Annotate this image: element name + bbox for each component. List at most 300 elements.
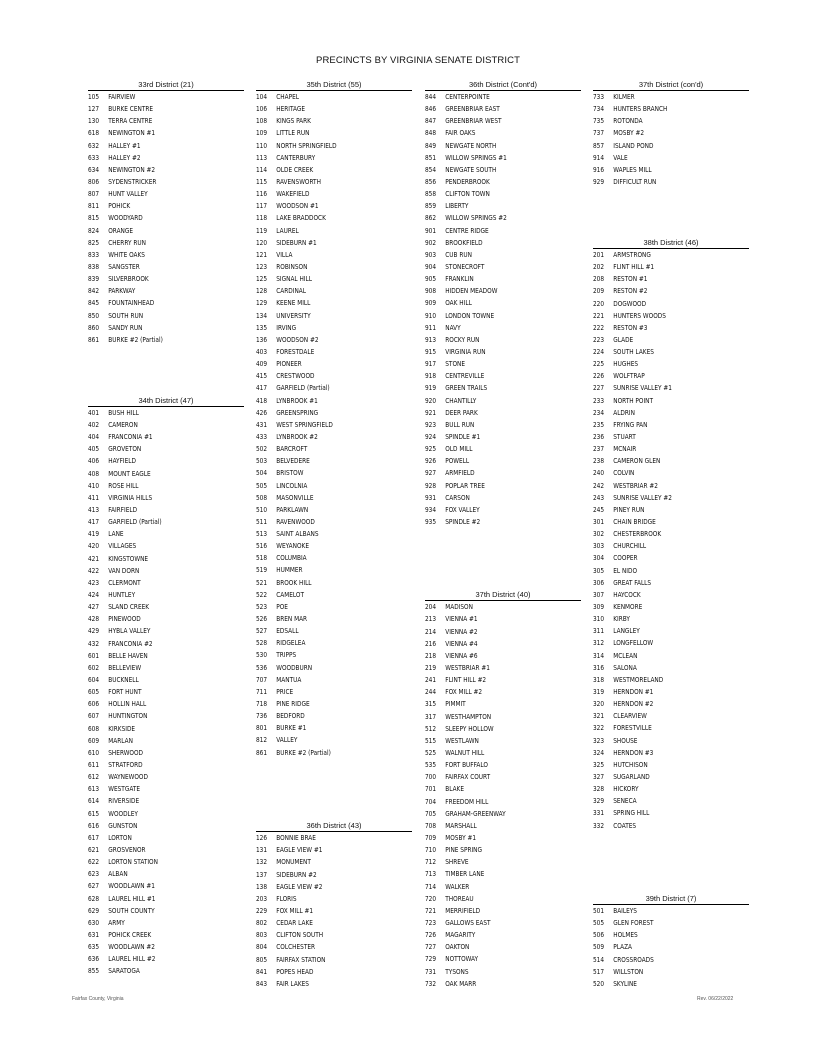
- precinct-number: 224: [593, 348, 605, 357]
- precinct-name: IRVING: [276, 323, 297, 332]
- precinct-name: FRANKLIN: [445, 275, 474, 284]
- precinct-number: 919: [425, 384, 437, 393]
- precinct-name: CAMERON: [108, 421, 138, 430]
- precinct-number: 417: [256, 384, 268, 393]
- precinct-row: [425, 613, 569, 625]
- precinct-number: 505: [593, 919, 605, 928]
- precinct-row: [425, 711, 569, 723]
- precinct-number: 607: [88, 712, 100, 721]
- precinct-number: 917: [425, 360, 437, 369]
- precinct-name: BROOKFIELD: [445, 238, 483, 247]
- precinct-number: 227: [593, 384, 605, 393]
- district-heading: 35th District (55): [256, 80, 412, 91]
- precinct-row: [256, 443, 400, 455]
- precinct-row: [593, 285, 737, 297]
- precinct-row: [425, 638, 569, 650]
- precinct-name: CLIFTON SOUTH: [276, 931, 324, 940]
- precinct-row: [88, 492, 232, 504]
- precinct-row: [593, 382, 737, 394]
- precinct-number: 408: [88, 469, 100, 478]
- precinct-name: CAMELOT: [276, 590, 305, 599]
- precinct-row: [593, 650, 737, 662]
- precinct-row: [256, 844, 400, 856]
- district-block: [593, 894, 749, 990]
- precinct-row: [88, 965, 232, 977]
- precinct-row: [593, 735, 737, 747]
- precinct-row: [593, 91, 737, 103]
- precinct-name: PIONEER: [276, 360, 302, 369]
- precinct-row: [256, 273, 400, 285]
- precinct-name: PARKLAWN: [276, 505, 309, 514]
- precinct-row: [88, 176, 232, 188]
- precinct-number: 323: [593, 736, 605, 745]
- precinct-row: [88, 674, 232, 686]
- precinct-number: 514: [593, 955, 605, 964]
- precinct-row: [593, 492, 737, 504]
- precinct-number: 860: [88, 323, 100, 332]
- precinct-number: 920: [425, 396, 437, 405]
- precinct-name: LINCOLNIA: [276, 481, 308, 490]
- precinct-name: STONE: [445, 360, 466, 369]
- precinct-number: 218: [425, 651, 437, 660]
- precinct-number: 708: [425, 821, 437, 830]
- precinct-name: WOODSON #1: [276, 202, 319, 211]
- precinct-name: GREEN TRAILS: [445, 384, 488, 393]
- precinct-number: 839: [88, 275, 100, 284]
- precinct-name: FOUNTAINHEAD: [108, 299, 155, 308]
- precinct-number: 847: [425, 117, 437, 126]
- precinct-number: 327: [593, 772, 605, 781]
- precinct-name: WILLOW SPRINGS #2: [445, 214, 507, 223]
- precinct-row: [88, 212, 232, 224]
- precinct-name: HUNTERS WOODS: [613, 311, 666, 320]
- district-heading: 37th District (40): [425, 590, 581, 601]
- precinct-number: 804: [256, 943, 268, 952]
- precinct-row: [593, 662, 737, 674]
- precinct-name: GLEN FOREST: [613, 919, 654, 928]
- precinct-name: SUNRISE VALLEY #1: [613, 384, 672, 393]
- precinct-row: [425, 176, 569, 188]
- precinct-name: BONNIE BRAE: [276, 834, 316, 843]
- footer-right: Rev. 06/22/2022: [697, 996, 734, 1002]
- precinct-number: 858: [425, 190, 437, 199]
- precinct-number: 736: [256, 712, 268, 721]
- precinct-row: [88, 723, 232, 735]
- precinct-number: 613: [88, 785, 100, 794]
- precinct-number: 846: [425, 105, 437, 114]
- precinct-number: 128: [256, 287, 268, 296]
- precinct-number: 237: [593, 445, 605, 454]
- precinct-number: 802: [256, 919, 268, 928]
- precinct-row: [593, 686, 737, 698]
- precinct-name: SARATOGA: [108, 967, 140, 976]
- precinct-name: FOX MILL #2: [445, 688, 483, 697]
- precinct-row: [256, 455, 400, 467]
- precinct-number: 301: [593, 518, 605, 527]
- precinct-row: [593, 516, 737, 528]
- precinct-name: CHESTERBROOK: [613, 530, 662, 539]
- precinct-name: ARMFIELD: [445, 469, 475, 478]
- precinct-row: [425, 249, 569, 261]
- precinct-name: VILLAGES: [108, 542, 137, 551]
- precinct-number: 807: [88, 190, 100, 199]
- precinct-number: 927: [425, 469, 437, 478]
- precinct-row: [256, 516, 400, 528]
- precinct-number: 505: [256, 481, 268, 490]
- precinct-row: [256, 589, 400, 601]
- precinct-row: [425, 310, 569, 322]
- precinct-name: ORANGE: [108, 226, 134, 235]
- precinct-name: MONUMENT: [276, 858, 311, 867]
- precinct-row: [425, 346, 569, 358]
- precinct-row: [425, 115, 569, 127]
- precinct-name: NORTH SPRINGFIELD: [276, 141, 337, 150]
- precinct-name: SHERWOOD: [108, 748, 144, 757]
- precinct-number: 707: [256, 675, 268, 684]
- precinct-row: [88, 589, 232, 601]
- district-block: [256, 821, 412, 990]
- precinct-number: 328: [593, 785, 605, 794]
- precinct-row: [256, 674, 400, 686]
- precinct-name: HERITAGE: [276, 105, 306, 114]
- precinct-name: BARCROFT: [276, 445, 308, 454]
- precinct-number: 114: [256, 165, 268, 174]
- precinct-name: STONECROFT: [445, 262, 485, 271]
- precinct-row: [593, 807, 737, 819]
- precinct-name: WESTMORELAND: [613, 675, 664, 684]
- precinct-row: [88, 103, 232, 115]
- precinct-number: 700: [425, 773, 437, 782]
- precinct-name: CLIFTON TOWN: [445, 190, 490, 199]
- precinct-number: 312: [593, 639, 605, 648]
- precinct-number: 242: [593, 481, 605, 490]
- precinct-row: [88, 455, 232, 467]
- precinct-name: LAUREL HILL #1: [108, 894, 156, 903]
- precinct-name: WESTGATE: [108, 785, 141, 794]
- precinct-row: [593, 261, 737, 273]
- precinct-name: SIDEBURN #2: [276, 870, 317, 879]
- precinct-row: [256, 710, 400, 722]
- precinct-row: [425, 322, 569, 334]
- precinct-number: 240: [593, 469, 605, 478]
- precinct-name: CUB RUN: [445, 250, 472, 259]
- precinct-row: [593, 783, 737, 795]
- precinct-number: 530: [256, 651, 268, 660]
- precinct-number: 132: [256, 858, 268, 867]
- precinct-number: 517: [593, 967, 605, 976]
- precinct-name: GARFIELD (Partial): [276, 384, 330, 393]
- precinct-number: 121: [256, 250, 268, 259]
- precinct-row: [593, 917, 737, 929]
- precinct-name: BURKE #1: [276, 724, 307, 733]
- precinct-row: [425, 686, 569, 698]
- precinct-number: 918: [425, 372, 437, 381]
- precinct-number: 109: [256, 129, 268, 138]
- precinct-row: [425, 103, 569, 115]
- precinct-number: 204: [425, 603, 437, 612]
- precinct-name: VIENNA #4: [445, 639, 478, 648]
- precinct-number: 125: [256, 275, 268, 284]
- precinct-row: [256, 480, 400, 492]
- precinct-row: [88, 638, 232, 650]
- precinct-name: OAK HILL: [445, 299, 472, 308]
- precinct-number: 417: [88, 518, 100, 527]
- precinct-row: [593, 601, 737, 613]
- precinct-row: [256, 978, 400, 990]
- precinct-name: SIDEBURN #1: [276, 238, 317, 247]
- precinct-number: 928: [425, 481, 437, 490]
- precinct-name: WOODLAWN #2: [108, 943, 155, 952]
- precinct-row: [88, 613, 232, 625]
- precinct-number: 727: [425, 943, 437, 952]
- precinct-row: [88, 735, 232, 747]
- precinct-row: [88, 686, 232, 698]
- precinct-row: [425, 662, 569, 674]
- precinct-name: OAK MARR: [445, 979, 477, 988]
- precinct-number: 413: [88, 506, 100, 515]
- precinct-number: 714: [425, 882, 437, 891]
- precinct-name: FAIRFIELD: [108, 506, 138, 515]
- precinct-row: [88, 152, 232, 164]
- precinct-number: 825: [88, 238, 100, 247]
- precinct-name: POHICK: [108, 202, 131, 211]
- precinct-row: [88, 528, 232, 540]
- precinct-name: ROTONDA: [613, 117, 643, 126]
- precinct-number: 824: [88, 226, 100, 235]
- precinct-row: [88, 310, 232, 322]
- precinct-row: [593, 443, 737, 455]
- precinct-name: FRYING PAN: [613, 420, 648, 429]
- precinct-number: 609: [88, 736, 100, 745]
- precinct-number: 851: [425, 153, 437, 162]
- precinct-row: [256, 297, 400, 309]
- precinct-number: 509: [593, 943, 605, 952]
- precinct-name: HUTCHISON: [613, 760, 648, 769]
- precinct-number: 409: [256, 360, 268, 369]
- precinct-name: FLINT HILL #2: [445, 676, 487, 685]
- precinct-number: 611: [88, 760, 100, 769]
- precinct-number: 859: [425, 202, 437, 211]
- precinct-row: [88, 188, 232, 200]
- precinct-number: 718: [256, 700, 268, 709]
- precinct-name: CRESTWOOD: [276, 372, 315, 381]
- precinct-number: 806: [88, 177, 100, 186]
- precinct-row: [425, 759, 569, 771]
- precinct-name: ROCKY RUN: [445, 335, 480, 344]
- precinct-row: [256, 164, 400, 176]
- precinct-row: [256, 856, 400, 868]
- precinct-name: POWELL: [445, 457, 470, 466]
- precinct-number: 418: [256, 396, 268, 405]
- precinct-row: [593, 310, 737, 322]
- precinct-number: 303: [593, 542, 605, 551]
- precinct-row: [256, 698, 400, 710]
- precinct-name: KIRKSIDE: [108, 724, 136, 733]
- precinct-name: WOODBURN: [276, 663, 313, 672]
- precinct-name: HOLMES: [613, 931, 638, 940]
- precinct-number: 712: [425, 858, 437, 867]
- precinct-name: NEWINGTON #1: [108, 129, 156, 138]
- footer-left: Fairfax County, Virginia: [72, 996, 124, 1002]
- precinct-number: 415: [256, 372, 268, 381]
- precinct-name: HUNT VALLEY: [108, 190, 148, 199]
- precinct-row: [593, 176, 737, 188]
- precinct-name: NAVY: [445, 323, 461, 332]
- precinct-row: [256, 370, 400, 382]
- precinct-row: [256, 419, 400, 431]
- precinct-name: WAYNEWOOD: [108, 773, 148, 782]
- precinct-number: 238: [593, 457, 605, 466]
- precinct-name: GROSVENOR: [108, 845, 146, 854]
- precinct-row: [593, 747, 737, 759]
- precinct-name: CHAPEL: [276, 93, 299, 101]
- precinct-number: 616: [88, 821, 100, 830]
- precinct-row: [88, 480, 232, 492]
- precinct-row: [425, 91, 569, 103]
- precinct-row: [256, 285, 400, 297]
- district-heading: 38th District (46): [593, 238, 749, 249]
- precinct-row: [256, 212, 400, 224]
- precinct-name: THOREAU: [445, 894, 474, 903]
- precinct-name: LANGLEY: [613, 627, 640, 636]
- precinct-number: 861: [88, 335, 100, 344]
- precinct-name: MOUNT EAGLE: [108, 469, 151, 478]
- precinct-number: 108: [256, 117, 268, 126]
- precinct-number: 916: [593, 165, 605, 174]
- precinct-row: [425, 455, 569, 467]
- precinct-number: 914: [593, 153, 605, 162]
- precinct-row: [425, 431, 569, 443]
- precinct-name: LONDON TOWNE: [445, 311, 495, 320]
- precinct-row: [593, 152, 737, 164]
- precinct-number: 202: [593, 263, 605, 272]
- precinct-name: ROSE HILL: [108, 481, 139, 490]
- precinct-name: OAKTON: [445, 943, 470, 952]
- precinct-row: [88, 844, 232, 856]
- precinct-name: SIGNAL HILL: [276, 275, 313, 284]
- precinct-number: 120: [256, 238, 268, 247]
- precinct-row: [88, 516, 232, 528]
- precinct-row: [425, 200, 569, 212]
- precinct-number: 306: [593, 578, 605, 587]
- precinct-row: [88, 164, 232, 176]
- precinct-number: 429: [88, 627, 100, 636]
- precinct-name: STRATFORD: [108, 760, 143, 769]
- precinct-name: GROVETON: [108, 445, 142, 454]
- precinct-number: 734: [593, 105, 605, 114]
- precinct-number: 604: [88, 675, 100, 684]
- precinct-number: 402: [88, 421, 100, 430]
- precinct-row: [425, 723, 569, 735]
- precinct-row: [88, 893, 232, 905]
- precinct-row: [425, 674, 569, 686]
- precinct-name: SANDY RUN: [108, 323, 143, 332]
- precinct-number: 127: [88, 105, 100, 114]
- precinct-row: [425, 407, 569, 419]
- precinct-number: 721: [425, 906, 437, 915]
- precinct-row: [256, 649, 400, 661]
- precinct-row: [88, 443, 232, 455]
- precinct-row: [593, 528, 737, 540]
- precinct-number: 324: [593, 748, 605, 757]
- precinct-number: 631: [88, 930, 100, 939]
- precinct-row: [88, 929, 232, 941]
- precinct-row: [88, 140, 232, 152]
- precinct-name: FORESTVILLE: [613, 724, 652, 733]
- precinct-number: 735: [593, 117, 605, 126]
- precinct-number: 521: [256, 578, 268, 587]
- precinct-name: TRIPPS: [276, 651, 297, 660]
- precinct-number: 733: [593, 93, 605, 101]
- precinct-name: POHICK CREEK: [108, 930, 152, 939]
- precinct-name: COOPER: [613, 554, 638, 563]
- precinct-number: 428: [88, 615, 100, 624]
- precinct-row: [88, 880, 232, 892]
- precinct-name: FOX MILL #1: [276, 906, 314, 915]
- precinct-row: [88, 917, 232, 929]
- precinct-row: [593, 929, 737, 941]
- precinct-number: 432: [88, 639, 100, 648]
- precinct-number: 711: [256, 687, 268, 696]
- precinct-number: 612: [88, 773, 100, 782]
- precinct-number: 508: [256, 493, 268, 502]
- precinct-number: 848: [425, 129, 437, 138]
- precinct-number: 518: [256, 554, 268, 563]
- precinct-name: CENTREVILLE: [445, 372, 485, 381]
- precinct-number: 519: [256, 566, 268, 575]
- precinct-number: 129: [256, 299, 268, 308]
- precinct-row: [256, 528, 400, 540]
- precinct-row: [88, 91, 232, 103]
- precinct-row: [88, 297, 232, 309]
- precinct-number: 849: [425, 141, 437, 150]
- precinct-row: [593, 504, 737, 516]
- precinct-row: [425, 868, 569, 880]
- precinct-name: EAGLE VIEW #1: [276, 846, 323, 855]
- precinct-name: HOLLIN HALL: [108, 700, 147, 709]
- precinct-name: PLAZA: [613, 943, 633, 952]
- precinct-row: [593, 589, 737, 601]
- precinct-name: SAINT ALBANS: [276, 530, 319, 539]
- precinct-name: VIRGINIA RUN: [445, 347, 486, 356]
- precinct-row: [88, 601, 232, 613]
- precinct-name: MERRIFIELD: [445, 906, 481, 915]
- precinct-number: 307: [593, 590, 605, 599]
- precinct-number: 931: [425, 493, 437, 502]
- precinct-name: RIVERSIDE: [108, 797, 140, 806]
- precinct-name: KENMORE: [613, 603, 643, 612]
- precinct-name: ALBAN: [108, 870, 128, 879]
- precinct-name: GREENSPRING: [276, 408, 319, 417]
- district-heading: 36th District (Cont'd): [425, 80, 581, 91]
- precinct-row: [593, 540, 737, 552]
- precinct-row: [425, 856, 569, 868]
- precinct-number: 316: [593, 663, 605, 672]
- precinct-name: MASONVILLE: [276, 493, 314, 502]
- precinct-number: 726: [425, 931, 437, 940]
- precinct-name: KEENE MILL: [276, 299, 311, 308]
- precinct-number: 426: [256, 408, 268, 417]
- precinct-number: 855: [88, 967, 100, 976]
- precinct-row: [425, 261, 569, 273]
- precinct-name: SLAND CREEK: [108, 603, 150, 612]
- precinct-number: 427: [88, 603, 100, 612]
- precinct-row: [88, 832, 232, 844]
- precinct-number: 512: [425, 724, 437, 733]
- precinct-row: [88, 553, 232, 565]
- precinct-number: 329: [593, 797, 605, 806]
- precinct-name: GLADE: [613, 335, 634, 344]
